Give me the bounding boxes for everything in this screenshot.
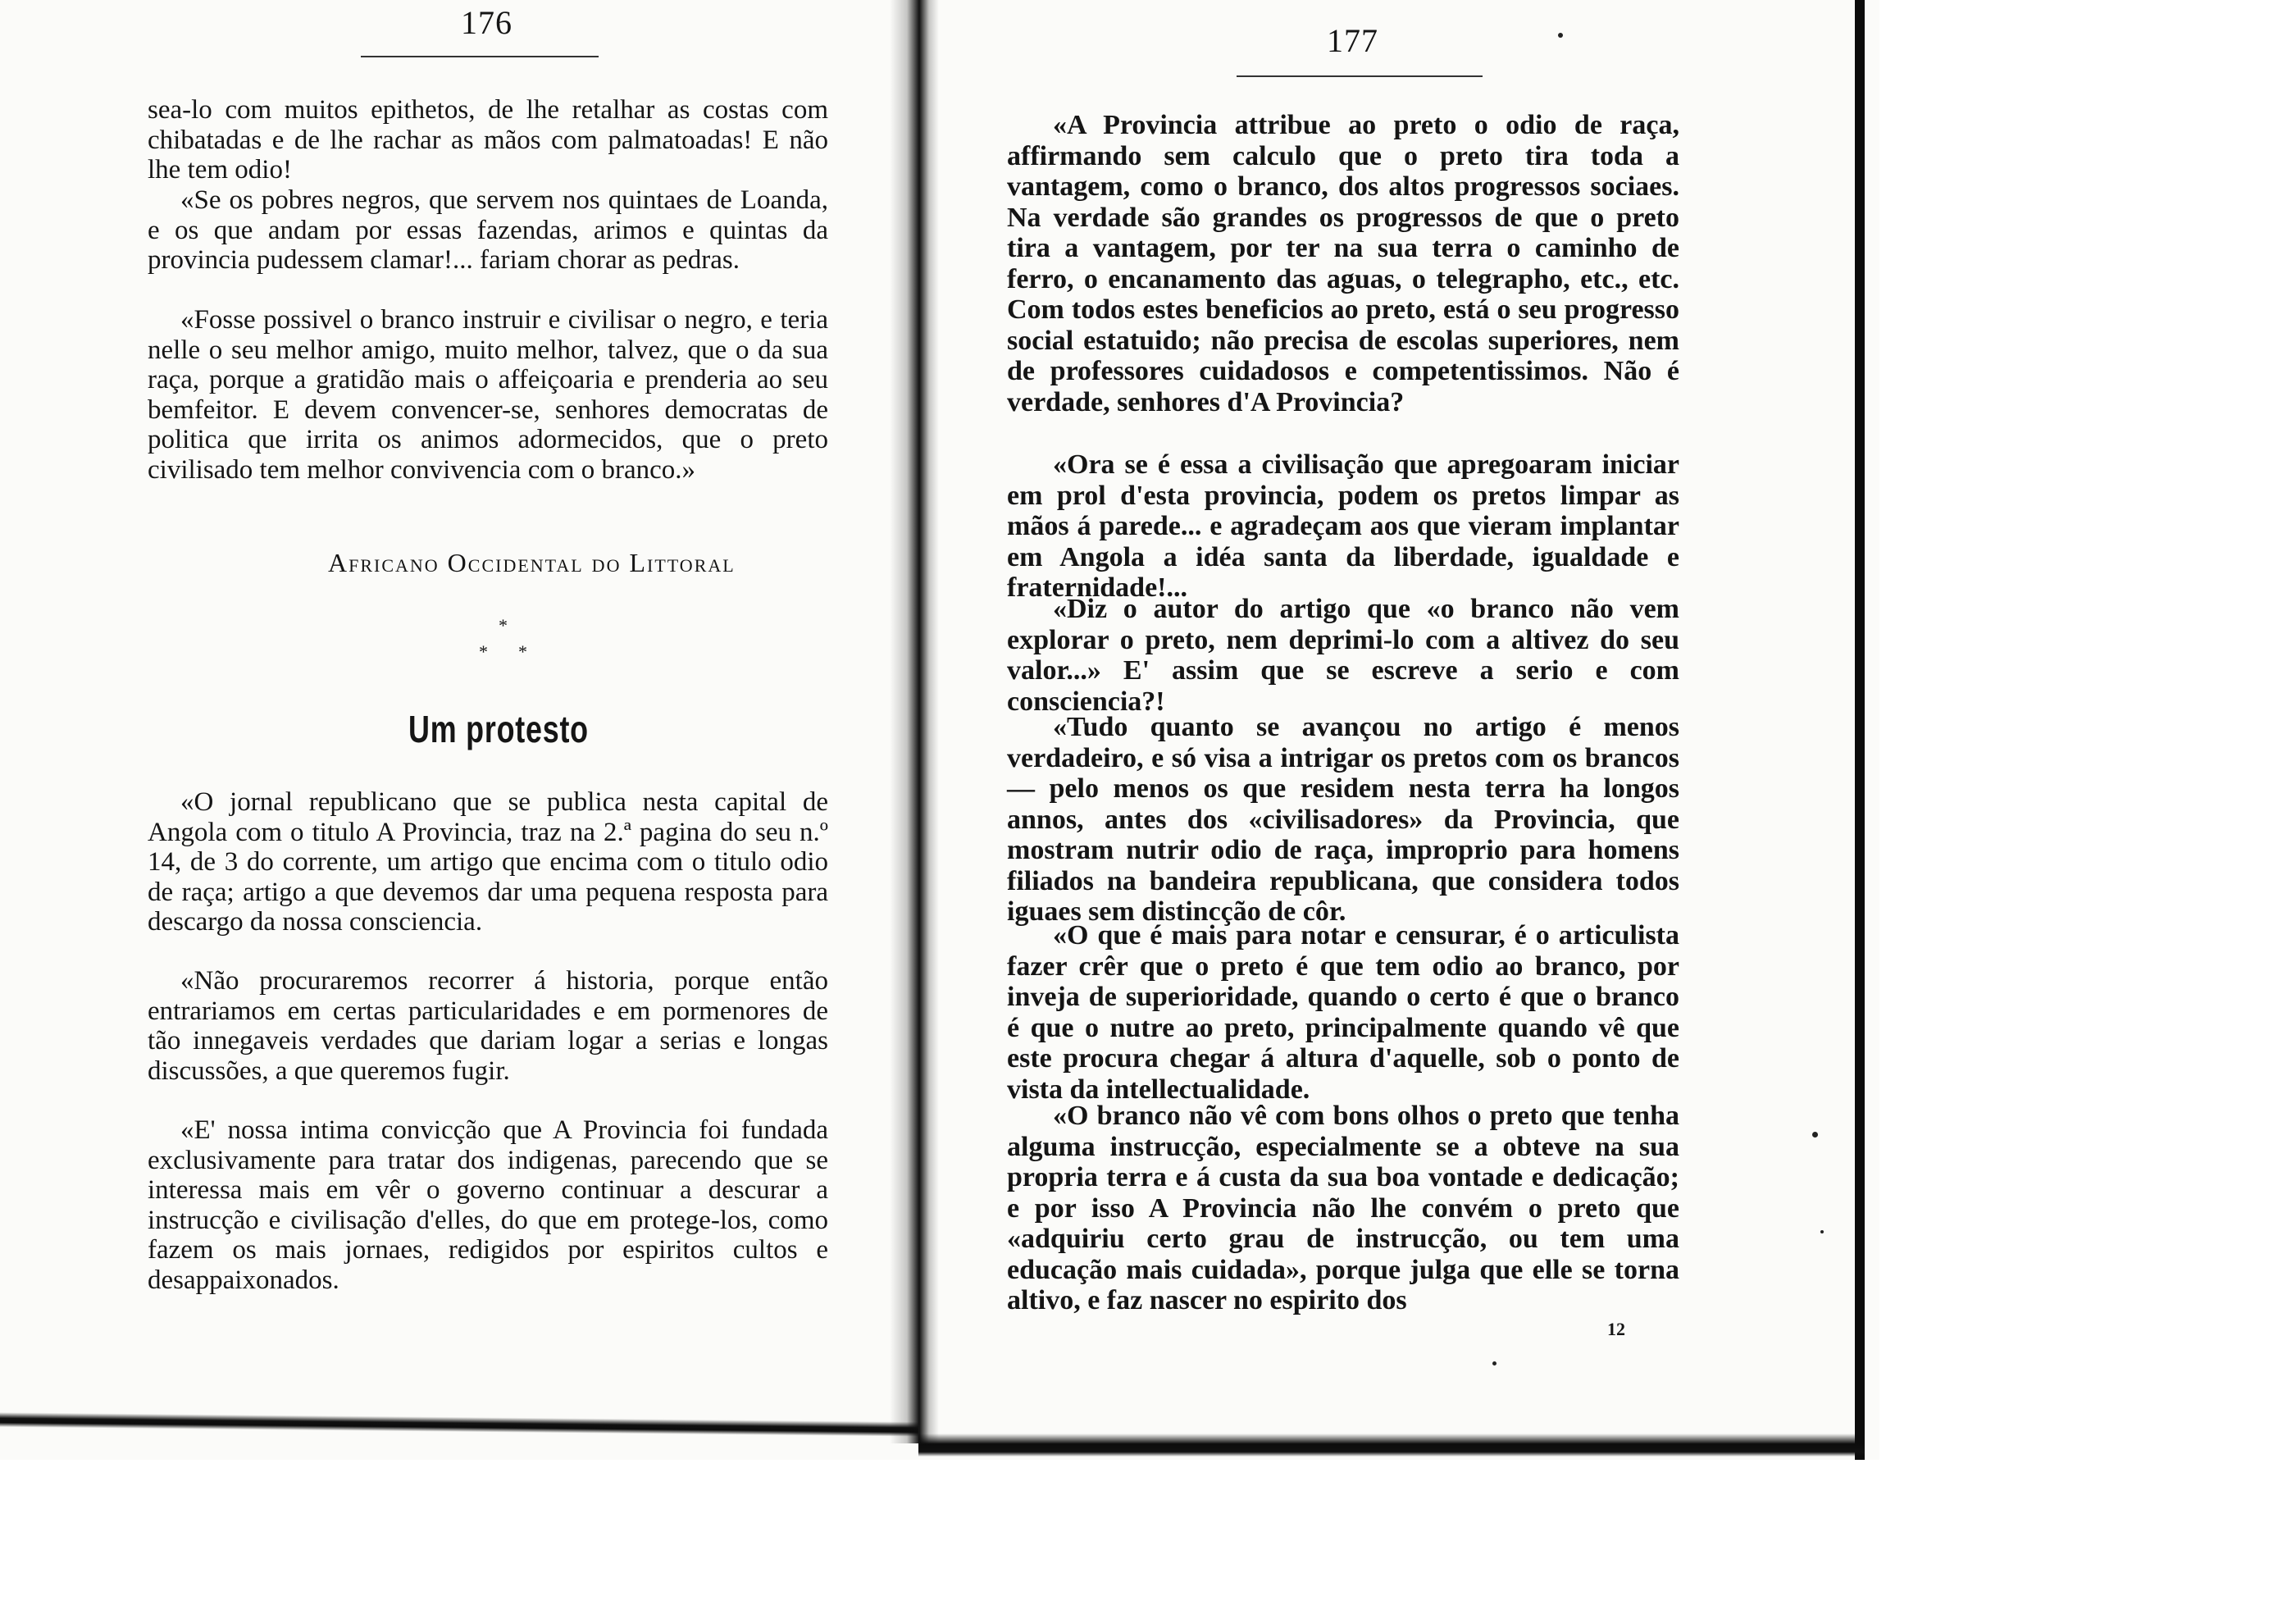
asterisk-icon: *: [499, 615, 508, 636]
signature-mark: 12: [1607, 1319, 1625, 1339]
paragraph: «Diz o autor do artigo que «o branco não vem explorar o preto, nem deprimi-lo com a altivez do seu valor...» E' assim que se escreve a serio e com consciencia?!: [1007, 594, 1679, 717]
header-rule: [1237, 75, 1483, 77]
paragraph: «O jornal republicano que se publica nesta capital de Angola com o titulo A Provincia, traz na 2.ª pagina do seu n.º 14, de 3 do corrente, um artigo que encima com o titulo odio de raça; artigo a que devemos dar uma pequena resposta para descargo da nossa consciencia.: [148, 787, 828, 937]
scan-speck: [1492, 1361, 1496, 1366]
page-number: 176: [461, 4, 512, 41]
paragraph: «O que é mais para notar e censurar, é o articulista fazer crêr que o preto é que tem odio ao branco, por inveja de superioridade, quando o certo é que o branco é que o nutre ao preto, principalmente quando vê que este procura chegar á altura d'aquelle, sob o ponto de vista da intellectualidade.: [1007, 920, 1679, 1105]
paragraph: «A Provincia attribue ao preto o odio de raça, affirmando sem calculo que o preto tira toda a vantagem, como o branco, dos altos progressos sociaes. Na verdade são grandes os progressos de que o preto tira a vantagem, por ter na sua terra o caminho de ferro, o encanamento das aguas, o telegrapho, etc., etc. Com todos estes beneficios ao preto, está o seu progresso social estatuido; não precisa de escolas superiores, nem de professores cuidadosos e competentissimos. Não é verdade, senhores d'A Provincia?: [1007, 110, 1679, 417]
paragraph: sea-lo com muitos epithetos, de lhe retalhar as costas com chibatadas e de lhe rachar as mãos com palmatoadas! E não lhe tem odio!: [148, 95, 828, 185]
page-number: 177: [1327, 22, 1378, 59]
paragraph: «Não procuraremos recorrer á historia, porque então entrariamos em certas particularidades e em pormenores de tão innegaveis verdades que dariam logar a serias e longas discussões, a que queremos fugir.: [148, 966, 828, 1086]
paragraph: «E' nossa intima convicção que A Provincia foi fundada exclusivamente para tratar dos indigenas, parecendo que se interessa mais em vêr o governo continuar a descurar a instrucção e civilisação d'elles, do que em protege-los, como fazem os mais jornaes, redigidos por espiritos cultos e desappaixonados.: [148, 1115, 828, 1295]
scan-speck: [1558, 33, 1563, 38]
page-edge-shadow: [1855, 0, 1865, 1460]
book-gutter: [890, 0, 939, 1443]
asterisk-icon: *: [479, 641, 488, 662]
asterisk-icon: *: [518, 641, 527, 662]
bottom-edge-shadow-left: [0, 1412, 918, 1437]
section-separator-asterisks: [469, 617, 551, 682]
bottom-edge-shadow-right: [918, 1434, 1865, 1457]
paragraph: «Ora se é essa a civilisação que apregoaram iniciar em prol d'esta provincia, podem os pretos limpar as mãos á parede... e agradeçam aos que vieram implantar em Angola a idéa santa da liberdade, igualdade e fraternidade!...: [1007, 449, 1679, 603]
paragraph: «Tudo quanto se avançou no artigo é menos verdadeiro, e só visa a intrigar os pretos com os brancos — pelo menos os que residem nesta terra ha longos annos, antes dos «civilisadores» da Provincia, que mostram nutrir odio de raça, improprio para homens filiados na bandeira republicana, que considera todos iguaes sem distincção de côr.: [1007, 712, 1679, 927]
scan-speck: [1820, 1230, 1824, 1233]
signature: Africano Occidental do Littoral: [328, 548, 736, 577]
header-rule: [361, 56, 599, 57]
paragraph: «Se os pobres negros, que servem nos quintaes de Loanda, e os que andam por essas fazendas, arimos e quintas da provincia pudessem clamar!... fariam chorar as pedras.: [148, 185, 828, 275]
scan-speck: [1812, 1132, 1818, 1138]
section-title: Um protesto: [408, 708, 589, 750]
paragraph: «O branco não vê com bons olhos o preto que tenha alguma instrucção, especialmente se a obteve na sua propria terra e á custa da sua boa vontade e dedicação; e por isso A Provincia não lhe convém o preto que «adquiriu certo grau de instrucção, ou tem uma educação mais cuidada», porque julga que elle se torna altivo, e faz nascer no espirito dos: [1007, 1101, 1679, 1315]
paragraph: «Fosse possivel o branco instruir e civilisar o negro, e teria nelle o seu melhor amigo, muito melhor, talvez, que o da sua raça, porque a gratidão mais o affeiçoaria e prenderia ao seu bemfeitor. E devem convencer-se, senhores democratas de politica que irrita os animos adormecidos, que o preto civilisado tem melhor convivencia com o branco.»: [148, 305, 828, 485]
